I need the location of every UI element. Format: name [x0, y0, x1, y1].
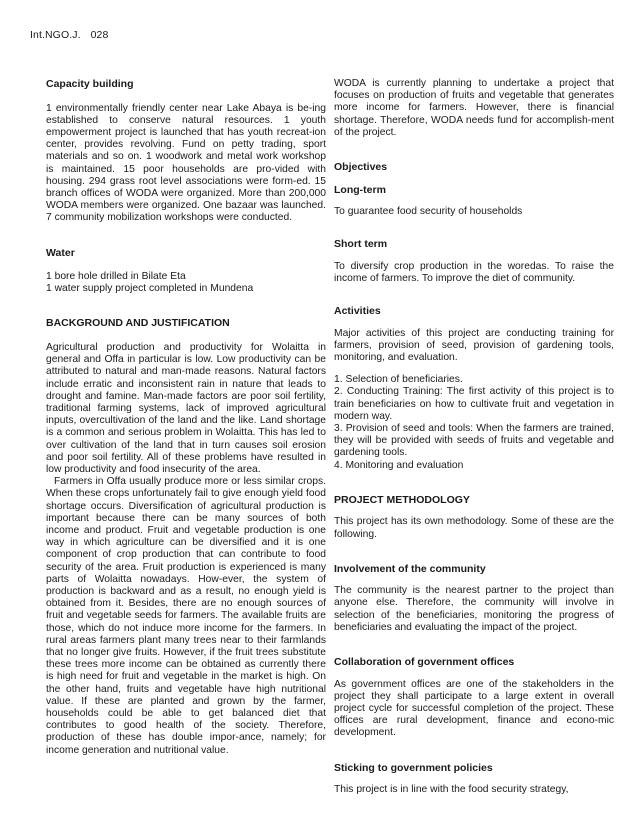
collaboration-heading: Collaboration of government offices — [334, 656, 515, 669]
journal-name: Int.NGO.J. — [30, 29, 81, 41]
background-paragraph-1: Agricultural production and productivity for Wolaitta in general and Offa in particular is low. Low productivity can be attributed to natural and man-made reasons. Natural factors include erratic and inconsistent rain in nature that leads to drought and famine. Man-made factors are poor soil fertility, traditional farming systems, lack of improved agricultural inputs, overcultivation of the land and the like. Land shortage is a common and serious problem in Wolaitta. This has led to over cultivation of the land that in turn causes soil erosion and poor soil fertility. All of these problems have resulted in low productivity and food insecurity of the area. — [46, 341, 326, 475]
water-line-2: 1 water supply project completed in Mundena — [46, 283, 254, 295]
running-header — [30, 29, 108, 41]
methodology-text: This project has its own methodology. Some of these are the following. — [334, 516, 614, 540]
policies-heading: Sticking to government policies — [334, 761, 493, 774]
short-term-heading: Short term — [334, 238, 388, 251]
capacity-building-heading: Capacity building — [46, 78, 134, 90]
water-line-1: 1 bore hole drilled in Bilate Eta — [46, 271, 186, 283]
list-item: 4. Monitoring and evaluation — [334, 459, 464, 471]
left-column — [46, 78, 326, 757]
list-item: 2. Conducting Training: The first activity of this project is to train beneficiaries on how to cultivate fruit and vegetation in modern way. — [334, 386, 614, 422]
background-paragraph-2: Farmers in Offa usually produce more or less similar crops. When these crops unfortunately fail to give enough yield food shortage occurs. Diversification of agricultural production is important because there can be many sources of both income and product. Fruit and vegetable production is one way in which agriculture can be diversified and it is one component of crop production that can contribute to food security of the area. Fruit production is experienced is many parts of Wolaitta nowadays. How-ever, the system of production is backward and as a result, no enough yield is obtained from it. Besides, there are no enough sources of fruit and vegetable seeds for farmers. The available fruits are those, which do not induce more income for the farmers. In rural areas farmers plant many trees near to their farmlands that no longer give fruits. However, if the fruit trees substitute these trees more income can be obtained as currently there is high need for fruit and vegetable in the market is high. On the other hand, fruits and vegetable have high nutritional value. If these are planted and grown by the farmer, households could be able to get balanced diet that contributes to good health of the society. Therefore, production of these has double impor-ance, namely; for income generation and nutritional value. — [46, 476, 326, 756]
involvement-heading: Involvement of the community — [334, 562, 486, 575]
long-term-heading: Long-term — [334, 183, 386, 196]
capacity-building-text: 1 environmentally friendly center near Lake Abaya is be-ing established to conserve natural resources. 1 youth empowerment project is launched that has youth recreat-ion center, provides revolving. Fund on petty trading, sport materials and so on. 1 woodwork and metal work workshop is maintained. 15 poor households are pro-vided with housing. 294 grass root level associations were form-ed. 15 branch offices of WODA were organized. More than 200,000 WODA members were organized. One bazaar was launched. 7 community mobilization workshops were conducted. — [46, 102, 326, 224]
activities-heading: Activities — [334, 305, 381, 318]
policies-text: This project is in line with the food security strategy, — [334, 784, 569, 796]
involvement-text: The community is the nearest partner to the project than anyone else. Therefore, the community will involve in selection of the beneficiaries, monitoring the progress of beneficiaries and evaluating the impact of the project. — [334, 585, 614, 633]
activities-intro: Major activities of this project are conducting training for farmers, provision of seed, provision of gardening tools, monitoring, and evaluation. — [334, 327, 614, 364]
background-heading: BACKGROUND AND JUSTIFICATION — [46, 317, 230, 330]
project-intro-text: WODA is currently planning to undertake a project that focuses on production of fruits and vegetable that generates more income for farmers. However, there is financial shortage. Therefore, WODA needs fund for accomplish-ment of the project. — [334, 78, 614, 138]
objectives-heading: Objectives — [334, 161, 388, 174]
methodology-heading: PROJECT METHODOLOGY — [334, 493, 470, 506]
list-item: 1. Selection of beneficiaries. — [334, 374, 463, 386]
right-column — [334, 78, 614, 796]
activities-list — [334, 374, 614, 472]
collaboration-text: As government offices are one of the stakeholders in the project they shall participate to a large extent in overall project cycle for successful completion of the project. These offices are rural development, finance and econo-mic development. — [334, 678, 614, 739]
page-number: 028 — [90, 29, 109, 41]
short-term-text: To diversify crop production in the woredas. To raise the income of farmers. To improve the diet of community. — [334, 260, 614, 284]
long-term-text: To guarantee food security of households — [334, 206, 523, 218]
water-heading: Water — [46, 246, 75, 259]
list-item: 3. Provision of seed and tools: When the farmers are trained, they will be provided with seeds of fruits and vegetable and gardening tools. — [334, 423, 614, 459]
